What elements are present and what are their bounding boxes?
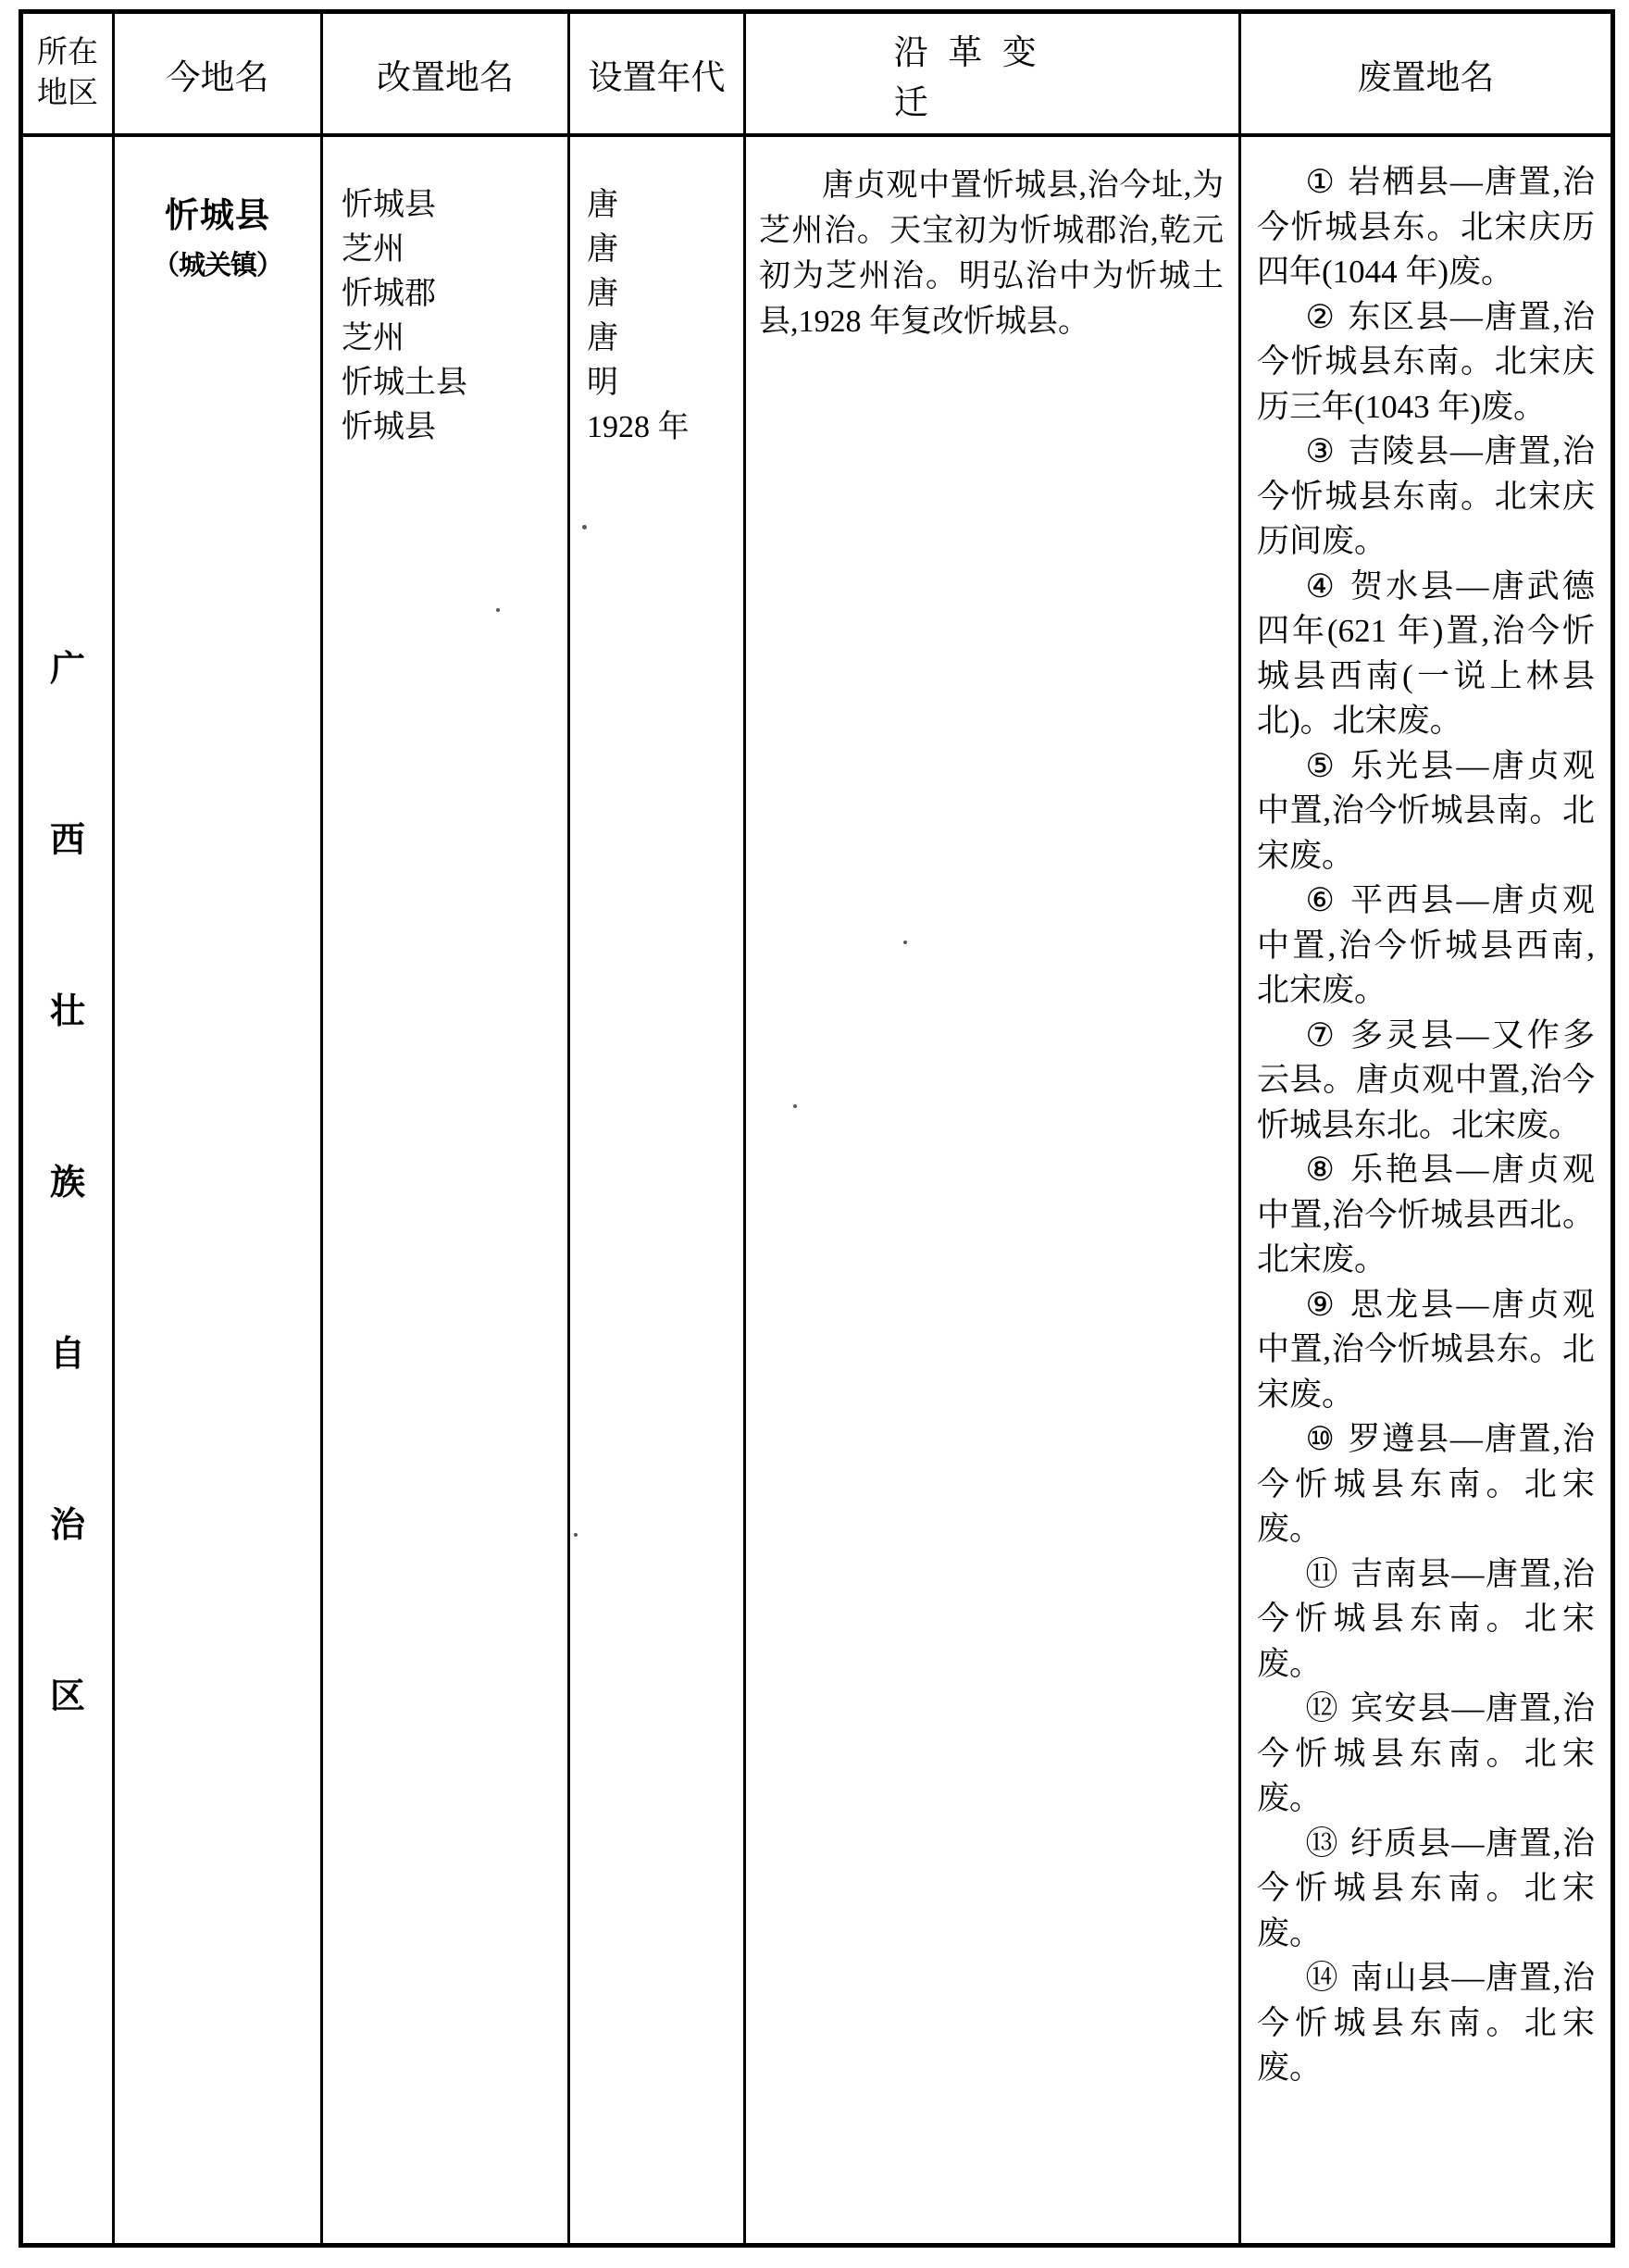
col-abolished [1241, 137, 1610, 2243]
scan-speck [574, 1533, 578, 1537]
abolished-item: ⑭ 南山县—唐置,治今忻城县东南。北宋废。 [1257, 1960, 1595, 2086]
era-value: 唐 [587, 277, 618, 311]
abolished-item: ② 东区县—唐置,治今忻城县东南。北宋庆历三年(1043 年)废。 [1257, 298, 1595, 425]
header-history: 沿革变迁 [746, 14, 1241, 137]
renamed-name: 芝州 [342, 232, 404, 267]
renamed-name: 芝州 [342, 321, 404, 355]
abolished-item: ⑥ 平西县—唐贞观中置,治今忻城县西南,北宋废。 [1257, 882, 1595, 1008]
header-era: 设置年代 [570, 14, 746, 137]
scan-speck [582, 525, 587, 530]
header-region-line1: 所在 [37, 35, 98, 69]
history-paragraph: 唐贞观中置忻城县,治今址,为芝州治。天宝初为忻城郡治,乾元初为芝州治。明弘治中为忻城土县,1928 年复改忻城县。 [759, 168, 1224, 339]
abolished-item: ⑪ 吉南县—唐置,治今忻城县东南。北宋废。 [1257, 1555, 1595, 1682]
today-name-sub: （城关镇） [152, 251, 282, 280]
abolished-item: ⑩ 罗遵县—唐置,治今忻城县东南。北宋废。 [1257, 1421, 1595, 1547]
era-value: 唐 [587, 188, 618, 222]
scan-speck [496, 608, 500, 612]
scan-speck [793, 1104, 797, 1108]
col-history [746, 137, 1241, 2243]
abolished-item: ⑫ 宾安县—唐置,治今忻城县东南。北宋废。 [1257, 1690, 1595, 1816]
header-renamed: 改置地名 [323, 14, 570, 137]
renamed-name: 忻城县 [342, 410, 436, 444]
header-region-line2: 地区 [37, 76, 98, 110]
region-vertical-text: 广 西 壮 族 自 治 区 [49, 650, 85, 1716]
renamed-name: 忻城郡 [342, 277, 436, 311]
col-today-name [115, 137, 323, 2243]
header-region [23, 14, 115, 137]
renamed-name: 忻城土县 [342, 366, 467, 400]
renamed-name: 忻城县 [342, 188, 436, 222]
col-region [23, 137, 115, 2243]
abolished-item: ⑧ 乐艳县—唐贞观中置,治今忻城县西北。北宋废。 [1257, 1152, 1595, 1277]
abolished-item: ① 岩栖县—唐置,治今忻城县东。北宋庆历四年(1044 年)废。 [1257, 164, 1595, 290]
era-value: 明 [587, 366, 618, 400]
scan-speck [903, 941, 907, 944]
abolished-item: ⑨ 思龙县—唐贞观中置,治今忻城县东。北宋废。 [1257, 1286, 1595, 1413]
col-renamed-names [323, 137, 570, 2243]
abolished-item: ⑦ 多灵县—又作多云县。唐贞观中置,治今忻城县东北。北宋废。 [1257, 1016, 1595, 1143]
abolished-item: ⑤ 乐光县—唐贞观中置,治今忻城县南。北宋废。 [1257, 747, 1595, 874]
header-abolished: 废置地名 [1241, 14, 1610, 137]
era-value: 1928 年 [587, 410, 690, 444]
era-value: 唐 [587, 321, 618, 355]
header-today-name: 今地名 [115, 14, 323, 137]
era-value: 唐 [587, 232, 618, 267]
abolished-item: ⑬ 纡质县—唐置,治今忻城县东南。北宋废。 [1257, 1825, 1595, 1951]
col-eras [570, 137, 746, 2243]
abolished-item: ④ 贺水县—唐武德四年(621 年)置,治今忻城县西南(一说上林县北)。北宋废。 [1257, 567, 1595, 739]
today-name: 忻城县 [165, 197, 270, 235]
place-name-table [19, 9, 1615, 2248]
abolished-item: ③ 吉陵县—唐置,治今忻城县东南。北宋庆历间废。 [1257, 433, 1595, 559]
